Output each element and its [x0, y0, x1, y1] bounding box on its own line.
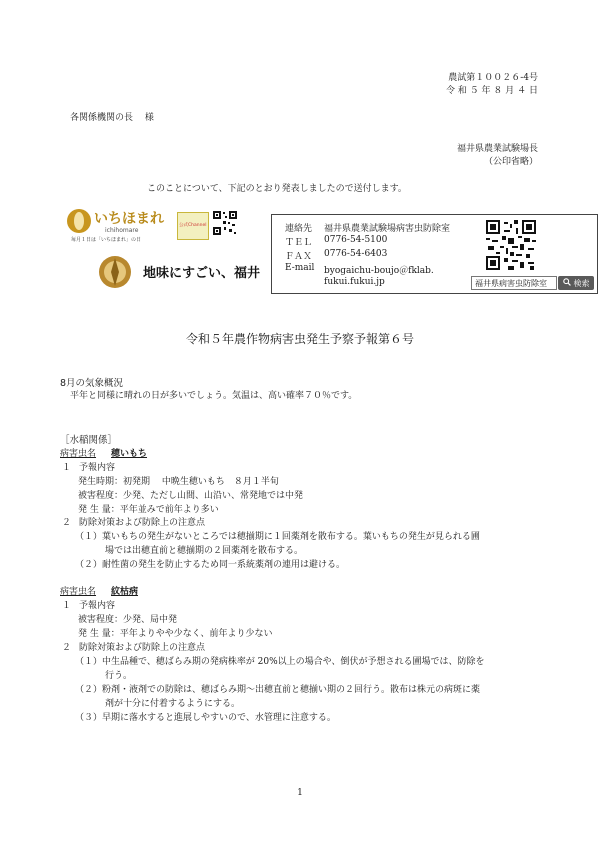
- search-button[interactable]: [558, 276, 594, 290]
- pest1-label: 病害虫名: [60, 449, 97, 459]
- email-address-line2[interactable]: fukui.fukui.jp: [324, 277, 385, 287]
- youtube-channel-badge: [177, 212, 209, 240]
- pest2-forecast-line: 発 生 量：平年よりやや少なく、前年より少ない: [78, 629, 273, 639]
- ichihomare-logo: いちほまれ: [94, 211, 164, 227]
- pest1-measure-1-cont: 場では出穂直前と穂揃期の２回薬剤を散布する。: [105, 546, 304, 556]
- search-query-field[interactable]: 福井県病害虫防除室: [471, 276, 557, 290]
- pest1-measure-1: （１）葉いもちの発生がないところでは穂揃期に１回薬剤を散布する。葉いもちの発生が見られる圃: [75, 532, 480, 542]
- pest1-section2-number: ２: [62, 518, 72, 528]
- ichihomare-caption: 毎月１日は「いちほまれ」の日: [71, 237, 142, 243]
- qr-code-contact-icon: [486, 220, 536, 270]
- pest2-section2-title: 防除対策および防除上の注意点: [79, 643, 206, 653]
- weather-heading: 8月の気象概況: [60, 378, 124, 389]
- pest1-forecast-line: 発 生 量：平年並みで前年より多い: [78, 505, 219, 515]
- document-number: 農試第１００２６-4号: [448, 73, 538, 83]
- pest2-section1-number: １: [62, 601, 72, 611]
- tel-label: ＴＥＬ: [285, 238, 313, 248]
- pest2-measure-2: （２）粉剤・液剤での防除は、穂ばらみ期～出穂直前と穂揃い期の２回行う。散布は株元の病斑に薬: [75, 685, 481, 695]
- email-label: E-mail: [285, 263, 315, 273]
- page-number: 1: [297, 788, 303, 798]
- seal-omitted-note: （公印省略）: [483, 157, 538, 167]
- addressee: 各関係機関の長 様: [70, 113, 154, 123]
- pest2-section1-title: 予報内容: [79, 601, 116, 611]
- qr-code-small-icon: [212, 210, 238, 236]
- pest2-measure-2-cont: 剤が十分に付着するようにする。: [105, 699, 241, 709]
- contact-box: [271, 214, 598, 294]
- pest2-name: 紋枯病: [111, 587, 139, 597]
- pest2-measure-1: （１）中生品種で、穂ばらみ期の発病株率が 20%以上の場合や、倒伏が予想される圃場では、防除を: [75, 657, 485, 667]
- pest1-section1-title: 予報内容: [79, 463, 116, 473]
- fukui-crest-icon: [97, 250, 133, 290]
- pest1-measure-2: （２）耐性菌の発生を防止するため同一系統薬剤の連用は避ける。: [75, 560, 346, 570]
- contact-organization: 福井県農業試験場病害虫防除室: [324, 224, 451, 234]
- pest1-section2-title: 防除対策および防除上の注意点: [79, 518, 206, 528]
- report-title: 令和５年農作物病害虫発生予察予報第６号: [185, 332, 414, 346]
- tel-number: 0776-54-5100: [324, 235, 388, 245]
- pest1-forecast-line: 発生時期：初発期 中晩生穂いもち ８月１半旬: [78, 477, 279, 487]
- sender-organization: 福井県農業試験場長: [456, 144, 538, 154]
- pest1-section1-number: １: [62, 463, 72, 473]
- document-date: 令 和 ５ 年 ８ 月 ４ 日: [445, 86, 538, 96]
- intro-text: このことについて、下記のとおり発表しましたので送付します。: [147, 184, 407, 194]
- fax-label: ＦＡＸ: [285, 252, 313, 262]
- pest2-forecast-line: 被害程度：少発、局中発: [78, 615, 178, 625]
- ichihomare-roman: ichihomare: [105, 227, 139, 234]
- channel-badge-text: 公式Channel: [179, 223, 207, 228]
- email-address-line1[interactable]: byogaichu-boujo＠fklab.: [324, 266, 434, 276]
- pest1-name: 穂いもち: [111, 449, 148, 459]
- fukui-slogan: 地味にすごい、福井: [143, 266, 261, 281]
- rice-grain-logo-icon: [67, 209, 91, 233]
- contact-label: 連絡先: [285, 224, 313, 234]
- search-button-label: 検索: [573, 278, 590, 288]
- weather-text: 平年と同様に晴れの日が多いでしょう。気温は、高い確率７０％です。: [70, 391, 358, 401]
- pest2-measure-3: （３）早期に落水すると進展しやすいので、水管理に注意する。: [75, 713, 336, 723]
- promo-logos: [67, 206, 267, 296]
- rice-section-heading: ［水稲関係］: [60, 435, 118, 446]
- fax-number: 0776-54-6403: [324, 249, 388, 259]
- pest2-section2-number: ２: [62, 643, 72, 653]
- pest1-forecast-line: 被害程度：少発、ただし山間、山沿い、常発地では中発: [78, 491, 304, 501]
- pest2-measure-1-cont: 行う。: [105, 671, 133, 681]
- search-icon: [563, 278, 571, 288]
- pest2-label: 病害虫名: [60, 587, 97, 597]
